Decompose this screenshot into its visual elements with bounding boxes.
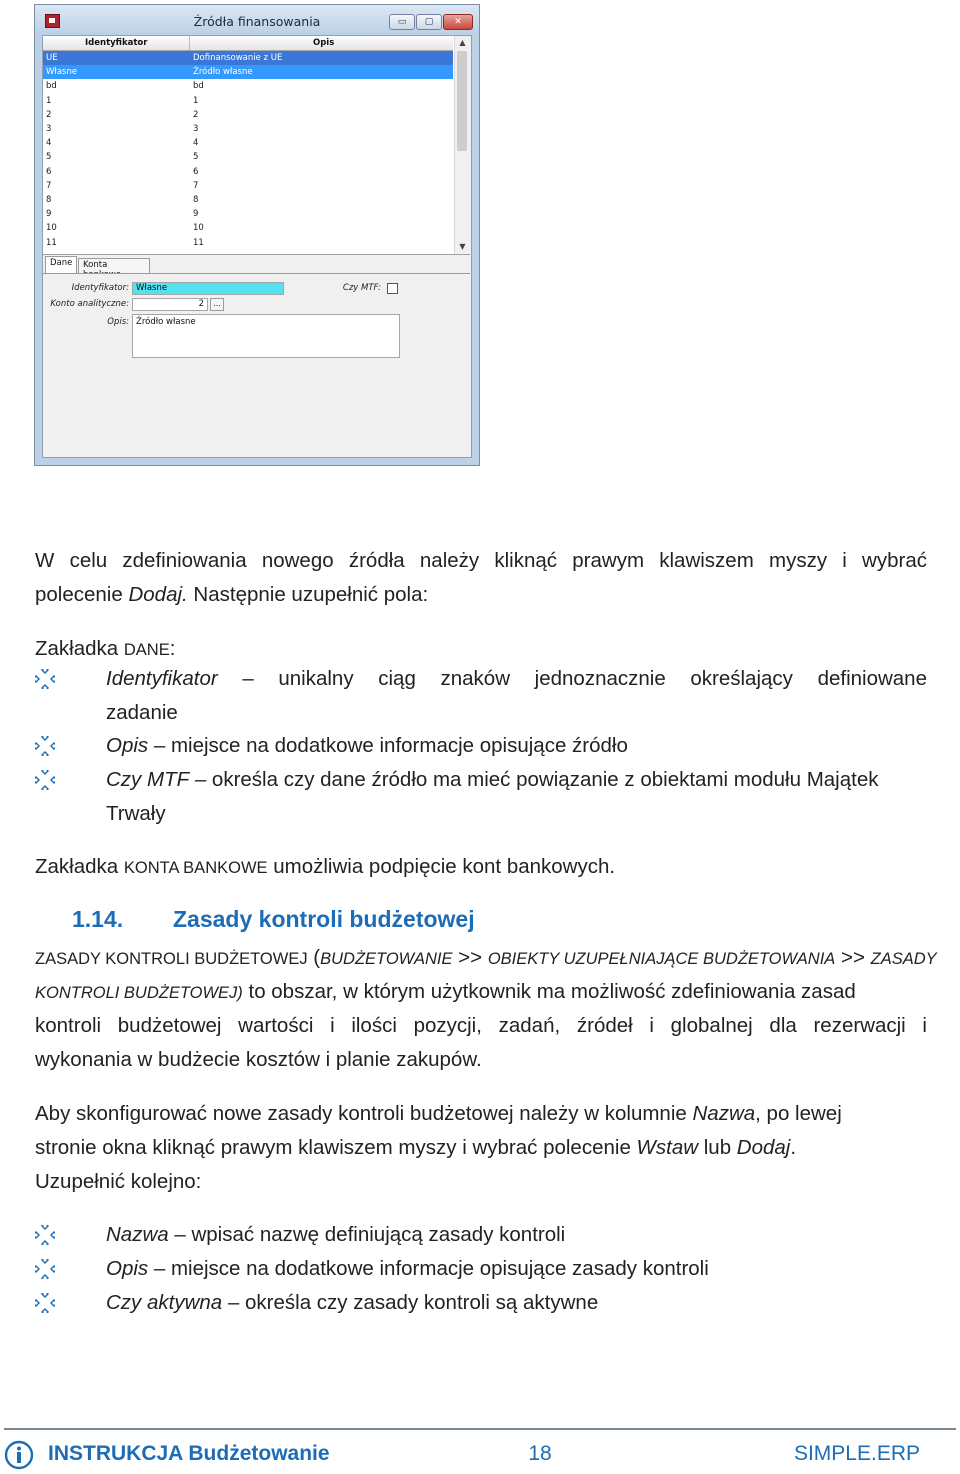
bullet-item: Identyfikator – unikalny ciąg znaków jednoznacznie określający definiowane zadanie bbox=[106, 667, 927, 724]
window-titlebar[interactable] bbox=[35, 5, 479, 34]
column-header-identyfikator[interactable]: Identyfikator bbox=[85, 38, 148, 48]
cell-opis: 2 bbox=[193, 109, 199, 120]
bullet-item: Nazwa – wpisać nazwę definiującą zasady kontroli bbox=[106, 1223, 566, 1246]
table-row[interactable] bbox=[43, 165, 453, 179]
table-row[interactable] bbox=[43, 122, 453, 136]
cell-opis: 10 bbox=[193, 223, 204, 234]
cell-identyfikator: 3 bbox=[46, 124, 52, 134]
maximize-button[interactable]: ▢ bbox=[416, 14, 442, 30]
table-row[interactable] bbox=[43, 79, 453, 93]
tab-dane[interactable]: Dane bbox=[45, 256, 77, 274]
cell-identyfikator: 2 bbox=[46, 109, 52, 120]
column-header-opis[interactable]: Opis bbox=[313, 38, 335, 48]
tab-konta-bankowe[interactable]: Konta bbox=[78, 258, 150, 273]
paragraph-3-line-2: stronie okna kliknąć prawym klawiszem myszy i wybrać polecenie Wstaw lub Dodaj. bbox=[35, 1136, 797, 1159]
bullet-item: Opis – miejsce na dodatkowe informacje opisujące źródło bbox=[106, 734, 628, 757]
paragraph-2-line-4: wykonania w budżecie kosztów i planie zakupów. bbox=[35, 1048, 482, 1071]
paragraph-3-line-1: Aby skonfigurować nowe zasady kontroli budżetowej należy w kolumnie Nazwa, po lewej bbox=[35, 1102, 842, 1125]
diamond-bullet-icon bbox=[35, 1293, 55, 1313]
cell-identyfikator: 1 bbox=[46, 95, 52, 106]
diamond-bullet-icon bbox=[35, 736, 55, 756]
cell-identyfikator: UE bbox=[46, 53, 58, 63]
cell-opis: 6 bbox=[193, 166, 199, 177]
diamond-bullet-icon bbox=[35, 1259, 55, 1279]
table-row[interactable] bbox=[43, 193, 453, 207]
konto-analityczne-label: Konto analityczne: bbox=[50, 299, 129, 309]
cell-identyfikator: 5 bbox=[46, 152, 52, 163]
cell-opis: 3 bbox=[193, 124, 199, 134]
opis-field[interactable]: Źródło własne bbox=[132, 314, 400, 358]
footer-divider bbox=[4, 1428, 956, 1430]
paragraph-1-line-1: W celu zdefiniowania nowego źródła należy kliknąć prawym klawiszem myszy i wybrać bbox=[35, 549, 927, 572]
opis-label: Opis: bbox=[107, 317, 129, 327]
section-number: 1.14. bbox=[72, 906, 124, 932]
table-row[interactable] bbox=[43, 150, 453, 164]
cell-identyfikator: Własne bbox=[46, 67, 78, 78]
diamond-bullet-icon bbox=[35, 1225, 55, 1245]
paragraph-1-line-2: polecenie Dodaj. Następnie uzupełnić pola: bbox=[35, 583, 429, 606]
cell-opis: 11 bbox=[193, 237, 204, 248]
cell-opis: 7 bbox=[193, 180, 199, 191]
scroll-down-icon[interactable]: ▼ bbox=[459, 242, 466, 251]
czy-mtf-label: Czy MTF: bbox=[342, 283, 381, 293]
czy-mtf-checkbox[interactable] bbox=[387, 283, 398, 294]
cell-identyfikator: bd bbox=[46, 81, 57, 92]
table-row[interactable] bbox=[43, 65, 453, 79]
table-row[interactable] bbox=[43, 207, 453, 221]
cell-opis: 5 bbox=[193, 152, 199, 163]
paragraph-2-line-1: ZASADY KONTROLI BUDŻETOWEJ (BUDŻETOWANIE >> OBIEKTY UZUPEŁNIAJĄCE BUDŻETOWANIA >> ZASADY bbox=[35, 946, 937, 969]
cell-identyfikator: 4 bbox=[46, 138, 52, 149]
konto-analityczne-field[interactable]: 2 bbox=[132, 298, 208, 311]
window-title: Źródła finansowania bbox=[193, 14, 321, 29]
info-icon bbox=[4, 1440, 34, 1470]
footer-brand: SIMPLE.ERP bbox=[793, 1442, 920, 1465]
minimize-button[interactable]: ▭ bbox=[389, 14, 415, 30]
footer-document-title: INSTRUKCJA Budżetowanie bbox=[48, 1442, 330, 1465]
footer-page-number: 18 bbox=[528, 1442, 552, 1465]
table-row[interactable] bbox=[43, 108, 453, 122]
table-row[interactable] bbox=[43, 236, 453, 250]
section-title: Zasady kontroli budżetowej bbox=[173, 906, 475, 932]
cell-opis: Dofinansowanie z UE bbox=[193, 53, 283, 63]
cell-identyfikator: 6 bbox=[46, 166, 52, 177]
diamond-bullet-icon bbox=[35, 669, 55, 689]
cell-identyfikator: 9 bbox=[46, 209, 52, 220]
cell-identyfikator: 11 bbox=[46, 237, 57, 248]
cell-opis: Źródło własne bbox=[193, 67, 253, 78]
diamond-bullet-icon bbox=[35, 770, 55, 790]
scroll-up-icon[interactable]: ▲ bbox=[459, 38, 466, 47]
grid-header bbox=[43, 36, 453, 51]
paragraph-2-line-2: KONTROLI BUDŻETOWEJ) to obszar, w którym użytkownik ma możliwość zdefiniowania zasad bbox=[35, 980, 856, 1003]
table-row[interactable] bbox=[43, 94, 453, 108]
bullet-item: Czy aktywna – określa czy zasady kontroli są aktywne bbox=[106, 1291, 599, 1314]
cell-opis: 8 bbox=[193, 195, 199, 205]
sources-grid[interactable] bbox=[43, 36, 470, 255]
grid-scrollbar[interactable] bbox=[454, 36, 470, 254]
table-row[interactable] bbox=[43, 179, 453, 193]
close-button[interactable]: ✕ bbox=[443, 14, 473, 30]
paragraph-2-line-3: kontroli budżetowej wartości i ilości pozycji, zadań, źródeł i globalnej dla rezerwacji i bbox=[35, 1014, 927, 1037]
detail-tabs bbox=[43, 256, 470, 274]
bullet-item: Czy MTF – określa czy dane źródło ma mieć powiązanie z obiektami modułu Majątek Trwały bbox=[106, 768, 879, 825]
scroll-thumb[interactable] bbox=[457, 51, 467, 151]
zrodla-finansowania-window bbox=[34, 4, 480, 466]
identyfikator-field[interactable]: Własne bbox=[132, 282, 284, 295]
cell-identyfikator: 7 bbox=[46, 180, 52, 191]
dane-panel bbox=[43, 273, 470, 457]
table-row[interactable] bbox=[43, 221, 453, 235]
table-row[interactable] bbox=[43, 136, 453, 150]
konto-browse-button[interactable]: ... bbox=[210, 298, 224, 311]
bullet-item: Opis – miejsce na dodatkowe informacje opisujące zasady kontroli bbox=[106, 1257, 709, 1280]
paragraph-3-line-3: Uzupełnić kolejno: bbox=[35, 1170, 202, 1193]
cell-opis: 9 bbox=[193, 209, 199, 220]
table-row[interactable] bbox=[43, 51, 453, 65]
cell-opis: 4 bbox=[193, 138, 199, 149]
cell-opis: bd bbox=[193, 81, 204, 92]
cell-identyfikator: 10 bbox=[46, 223, 57, 234]
cell-opis: 1 bbox=[193, 95, 199, 106]
cell-identyfikator: 8 bbox=[46, 195, 52, 205]
window-client-area bbox=[42, 35, 472, 458]
identyfikator-label: Identyfikator: bbox=[71, 283, 129, 293]
konta-bankowe-line: Zakładka KONTA BANKOWE umożliwia podpięcie kont bankowych. bbox=[35, 855, 616, 878]
tab-dane-heading: Zakładka DANE: bbox=[35, 637, 176, 660]
